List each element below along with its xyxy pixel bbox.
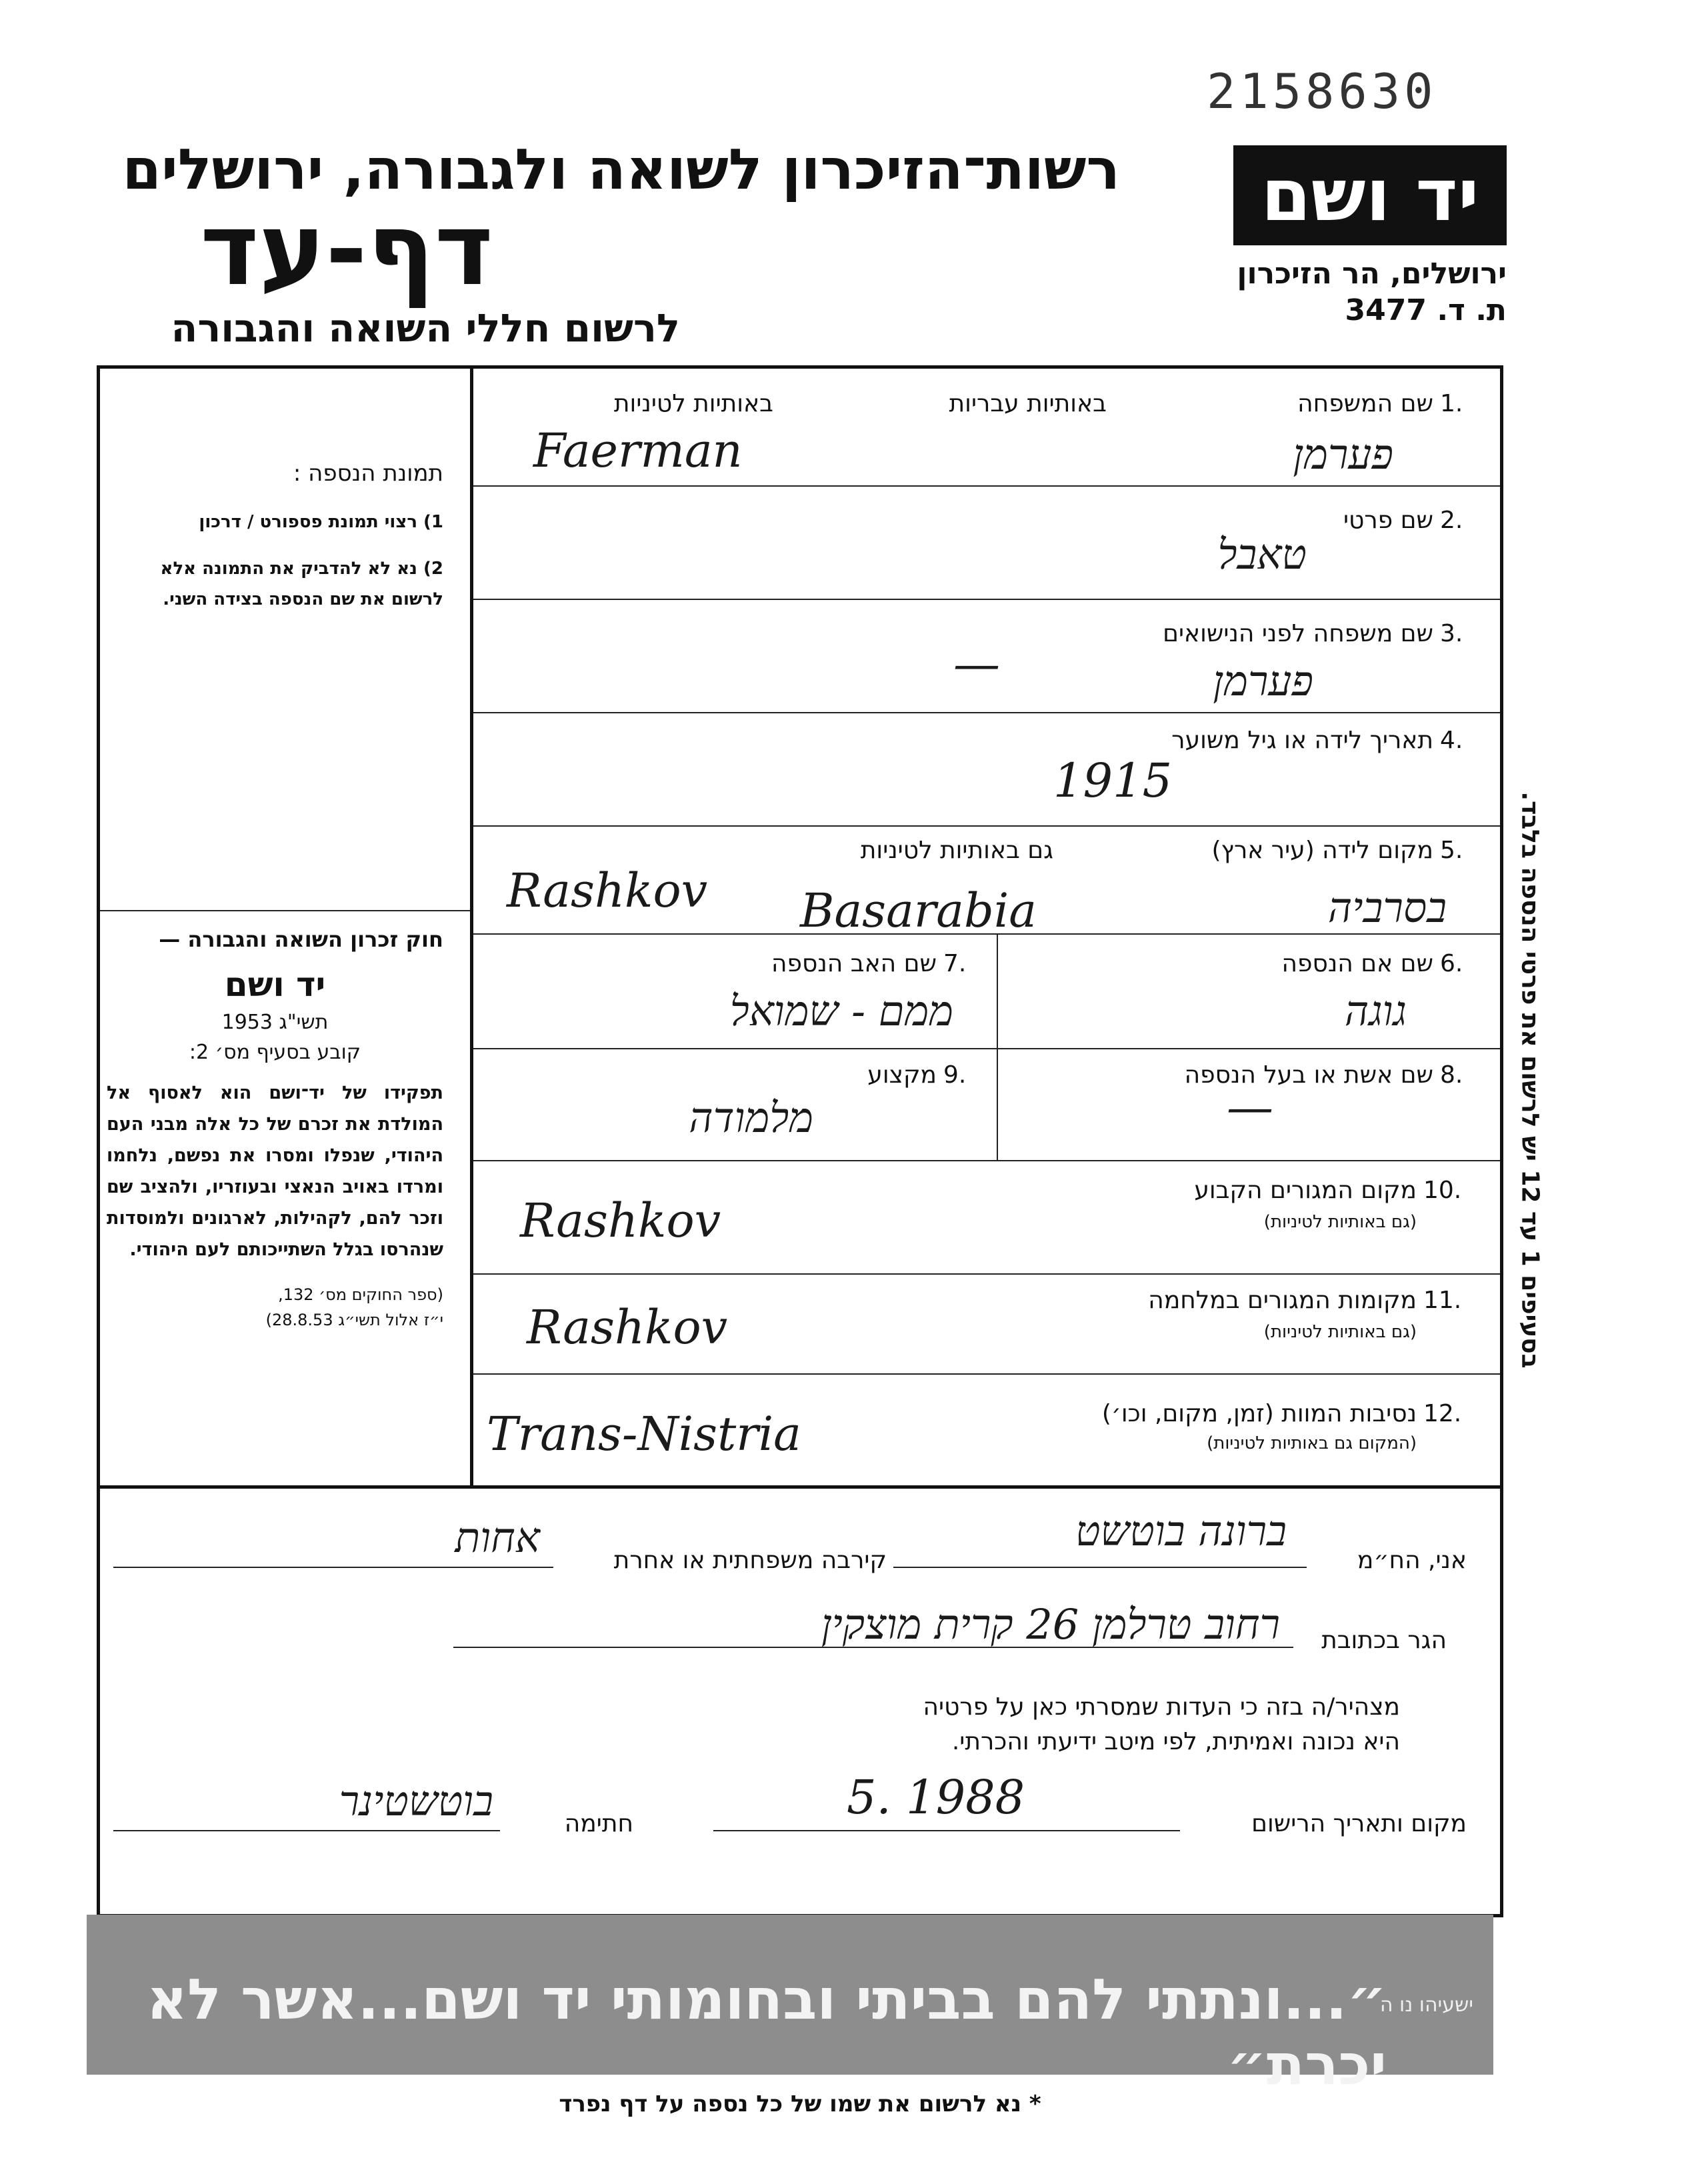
signature-label: חתימה (564, 1810, 633, 1837)
law-text: תפקידו של יד־ושם הוא לאסוף אל המולדת את זכרם של כל אלה מבני העם היהודי, שנפלו ומסרו את נפשם, נלחמו ומרדו באויב הנאצי ובעוזריו, ולהציב שם וזכר להם, לקהילות, לארגונים ולמוסדות שנהרסו בגלל השתייכותם לעם היהודי. (107, 1083, 443, 1260)
field-6-number: 6. (1440, 950, 1463, 977)
field-1-label: שם המשפחה (1297, 390, 1433, 417)
law-clause: קובע בסעיף מס׳ 2: (189, 1041, 361, 1064)
field-3-number: 3. (1440, 620, 1463, 647)
row-sep-7 (473, 1160, 1500, 1161)
row-sep-2 (473, 599, 1500, 600)
side-note-text: בסעיפים 1 עד 12 יש לרשום את פרטי הנספה בלבד. (1516, 791, 1544, 1369)
declaration-name-value: ברונה בוטשט (1075, 1507, 1287, 1555)
declaration-address-value: רחוב טרלמן 26 קרית מוצקין (821, 1600, 1280, 1649)
field-5-number: 5. (1440, 837, 1463, 864)
field-12-value: Trans-Nistria (487, 1407, 801, 1461)
logo-text: יד ושם (1261, 153, 1479, 237)
field-5-country-value: Basarabia (800, 883, 1037, 938)
declaration-relation-value: אחות (455, 1513, 540, 1562)
field-3-value: פערמן (1213, 657, 1313, 705)
photo-note-2: 2) נא לא להדביק את התמונה אלא לרשום את שם הנספה בצידה השני. (160, 559, 443, 609)
field-2-label: שם פרטי (1343, 507, 1433, 534)
field-5-label: מקום לידה (עיר ארץ) (1211, 837, 1433, 864)
field-3-label: שם משפחה לפני הנישואים (1163, 620, 1433, 647)
field-7-number: 7. (943, 950, 967, 977)
field-9-value: מלמודה (689, 1093, 813, 1142)
field-8-dash: — (1227, 1080, 1273, 1135)
row-sep-8 (473, 1273, 1500, 1275)
document-title: דף-עד (200, 192, 493, 308)
photo-note-1: 1) רצוי תמונת פספורט / דרכון (199, 512, 443, 532)
field-mid-divider (997, 933, 998, 1160)
field-11-number: 11. (1423, 1287, 1462, 1314)
field-1-hebrew-value: פערמן (1293, 430, 1393, 479)
field-9-number: 9. (943, 1061, 967, 1089)
field-5-latin-column: גם באותיות לטיניות (860, 837, 1053, 864)
field-7-value: ממם - שמואל (729, 987, 953, 1035)
row-sep-6 (473, 1048, 1500, 1049)
side-note (1510, 753, 1550, 1407)
law-ref-1: (ספר החוקים מס׳ 132, (278, 1285, 443, 1304)
field-12-label: נסיבות המוות (זמן, מקום, וכו׳) (1101, 1400, 1417, 1427)
registration-date-line (713, 1830, 1180, 1831)
table-bottom (100, 1485, 1500, 1489)
declaration-address-label: הגר בכתובת (1321, 1627, 1447, 1654)
field-10-value: Rashkov (520, 1193, 721, 1248)
field-8-number: 8. (1440, 1061, 1463, 1089)
yad-vashem-logo (1233, 145, 1507, 245)
registration-place-date-label: מקום ותאריך הרישום (1251, 1810, 1467, 1837)
field-11-value: Rashkov (527, 1300, 728, 1355)
field-8-label: שם אשת או בעל הנספה (1184, 1061, 1433, 1089)
field-9-label: מקצוע (867, 1061, 937, 1089)
field-1-latin-column: באותיות לטיניות (613, 390, 773, 417)
field-12-sub: (המקום גם באותיות לטיניות) (1207, 1433, 1417, 1453)
serial-number: 2158630 (1207, 63, 1437, 119)
field-12-number: 12. (1423, 1400, 1462, 1427)
signature-line (113, 1830, 500, 1831)
logo-pobox: ת. ד. 3477 (1345, 293, 1507, 327)
registration-date-value: 5. 1988 (847, 1770, 1025, 1825)
field-4-number: 4. (1440, 727, 1463, 754)
law-heading: חוק זכרון השואה והגבורה — (159, 927, 443, 952)
document-subtitle: לרשום חללי השואה והגבורה (171, 305, 680, 351)
field-7-label: שם האב הנספה (771, 950, 937, 977)
field-10-sub: (גם באותיות לטיניות) (1263, 1212, 1417, 1232)
field-2-value: טאבל (1217, 530, 1307, 579)
field-10-label: מקום המגורים הקבוע (1194, 1177, 1417, 1204)
field-1-latin-value: Faerman (533, 423, 743, 478)
signature-value: בוטשטינר (339, 1777, 493, 1825)
law-name: יד ושם (224, 965, 326, 1004)
field-2-number: 2. (1440, 507, 1463, 534)
banner-reference: ישעיהו נו ה (1379, 1993, 1473, 2017)
field-5-city-value: Rashkov (507, 863, 708, 918)
field-1-hebrew-column: באותיות עבריות (949, 390, 1107, 417)
row-sep-3 (473, 712, 1500, 713)
logo-address: ירושלים, הר הזיכרון (1237, 257, 1507, 291)
declaration-i-label: אני, הח״מ (1357, 1547, 1467, 1574)
field-11-label: מקומות המגורים במלחמה (1148, 1287, 1417, 1314)
declaration-relation-line (113, 1567, 553, 1568)
column-divider (470, 365, 473, 1485)
field-1-number: 1. (1440, 390, 1463, 417)
declaration-statement-1: מצהיר/ה בזה כי העדות שמסרתי כאן על פרטיה (923, 1693, 1400, 1721)
field-4-label: תאריך לידה או גיל משוער (1171, 727, 1433, 754)
authority-name: רשות־הזיכרון לשואה ולגבורה, ירושלים (122, 137, 1120, 202)
photo-title: תמונת הנספה : (293, 460, 443, 487)
law-year: תשי"ג 1953 (221, 1011, 329, 1034)
declaration-name-line (893, 1567, 1307, 1568)
row-sep-1 (473, 485, 1500, 487)
row-sep-9 (473, 1373, 1500, 1375)
field-11-sub: (גם באותיות לטיניות) (1263, 1322, 1417, 1342)
field-5-hebrew-value: בסרביה (1327, 883, 1447, 932)
field-10-number: 10. (1423, 1177, 1462, 1204)
footnote: * נא לרשום את שמו של כל נספה על דף נפרד (559, 2091, 1041, 2117)
declaration-statement-2: היא נכונה ואמיתית, לפי מיטב ידיעתי והכרתי. (951, 1728, 1400, 1755)
law-ref-2: י״ז אלול תשי״ג 28.8.53) (265, 1311, 443, 1329)
law-box (107, 927, 443, 1329)
field-3-dash: — (953, 637, 1000, 691)
left-column-separator (100, 910, 470, 911)
field-6-value: גוגה (1344, 987, 1407, 1035)
declaration-relation-label: קירבה משפחתית או אחרת (613, 1547, 887, 1574)
row-sep-4 (473, 825, 1500, 827)
field-4-value: 1915 (1053, 753, 1173, 808)
banner-quote: ״...ונתתי להם בביתי ובחומותי יד ושם...אשר לא יכרת״ (146, 1967, 1387, 2097)
field-6-label: שם אם הנספה (1281, 950, 1433, 977)
